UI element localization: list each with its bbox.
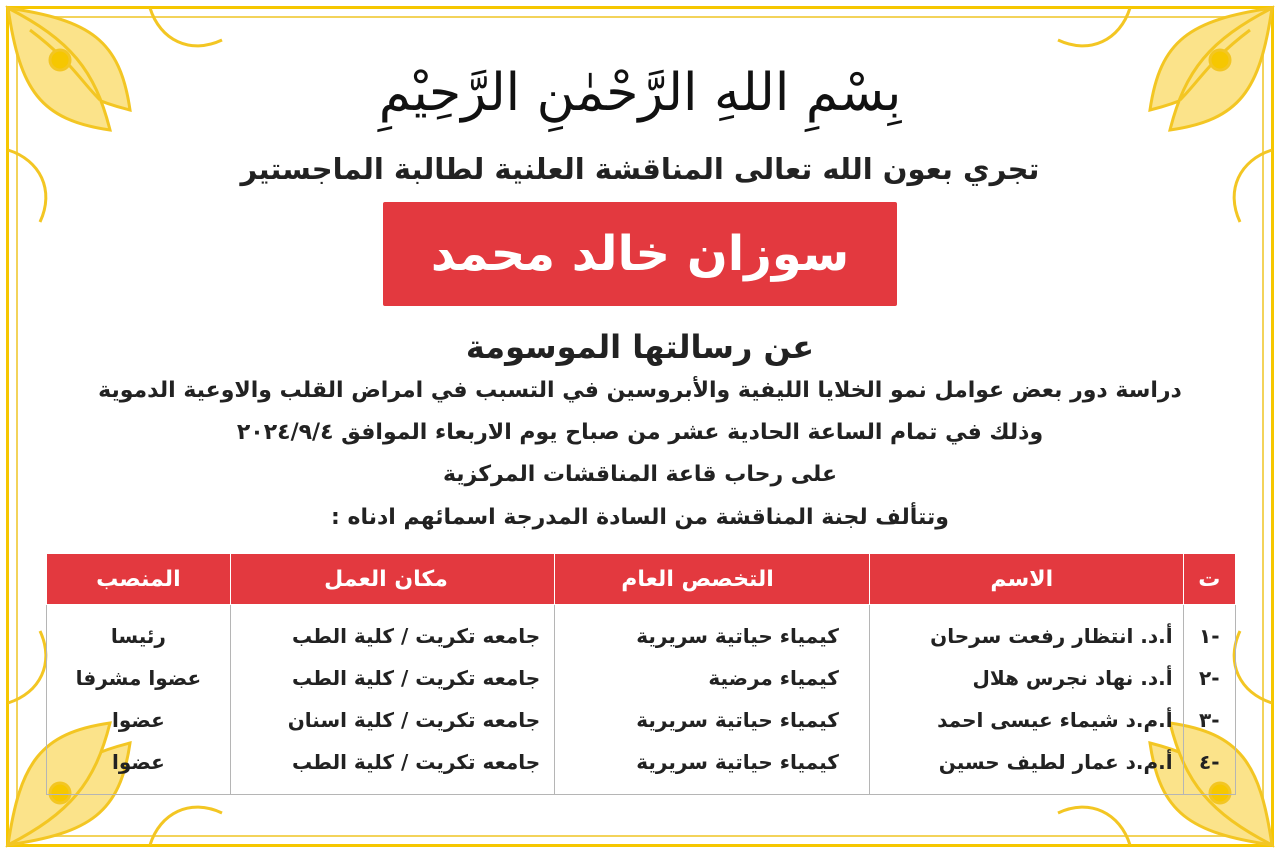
member-specialty: كيمياء حياتية سريرية xyxy=(636,624,839,648)
student-name: سوزان خالد محمد xyxy=(430,226,850,282)
row-number: -٣ xyxy=(1199,708,1220,732)
corner-ornament-top-left xyxy=(0,0,230,230)
member-role: رئيسا xyxy=(110,624,166,648)
member-specialty: كيمياء حياتية سريرية xyxy=(636,708,839,732)
header-specialty: التخصص العام xyxy=(555,554,870,605)
member-workplace: جامعه تكريت / كلية الطب xyxy=(291,624,541,648)
member-name: أ.م.د عمار لطيف حسين xyxy=(938,750,1173,774)
thesis-title: دراسة دور بعض عوامل نمو الخلايا الليفية والأبروسين في التسبب في امراض القلب والاوعية الدموية xyxy=(98,378,1182,403)
member-name: أ.د. انتظار رفعت سرحان xyxy=(930,624,1173,648)
member-name: أ.م.د شيماء عيسى احمد xyxy=(937,708,1173,732)
number-column xyxy=(1183,605,1235,795)
row-number: -٢ xyxy=(1199,666,1220,690)
basmala-calligraphy: بِسْمِ اللهِ الرَّحْمٰنِ الرَّحِيْمِ xyxy=(378,63,902,123)
header-workplace: مكان العمل xyxy=(230,554,554,605)
intro-text: تجري بعون الله تعالى المناقشة العلنية لطالبة الماجستير xyxy=(240,152,1040,186)
committee-table xyxy=(46,553,1236,795)
specialty-column xyxy=(555,605,870,795)
name-column xyxy=(869,605,1183,795)
member-workplace: جامعه تكريت / كلية الطب xyxy=(291,750,541,774)
header-number: ت xyxy=(1183,554,1235,605)
header-name: الاسم xyxy=(869,554,1183,605)
header-role: المنصب xyxy=(47,554,231,605)
defense-time: وذلك في تمام الساعة الحادية عشر من صباح يوم الاربعاء الموافق ٢٠٢٤/٩/٤ xyxy=(236,420,1044,445)
table-header-row xyxy=(47,554,1236,605)
member-role: عضوا xyxy=(111,708,165,732)
row-number: -١ xyxy=(1199,624,1220,648)
member-role: عضوا مشرفا xyxy=(75,666,202,690)
thesis-heading: عن رسالتها الموسومة xyxy=(465,328,815,366)
member-specialty: كيمياء مرضية xyxy=(708,666,839,690)
committee-intro: وتتألف لجنة المناقشة من السادة المدرجة اسمائهم ادناه : xyxy=(331,505,949,530)
student-name-banner xyxy=(383,202,897,306)
member-role: عضوا xyxy=(111,750,165,774)
workplace-column xyxy=(230,605,554,795)
table-row xyxy=(47,605,1236,795)
row-number: -٤ xyxy=(1199,750,1220,774)
role-column xyxy=(47,605,231,795)
defense-place: على رحاب قاعة المناقشات المركزية xyxy=(442,462,838,487)
member-name: أ.د. نهاد نجرس هلال xyxy=(972,666,1173,690)
member-workplace: جامعه تكريت / كلية اسنان xyxy=(287,708,541,732)
corner-ornament-top-right xyxy=(1050,0,1280,230)
member-specialty: كيمياء حياتية سريرية xyxy=(636,750,839,774)
member-workplace: جامعه تكريت / كلية الطب xyxy=(291,666,541,690)
